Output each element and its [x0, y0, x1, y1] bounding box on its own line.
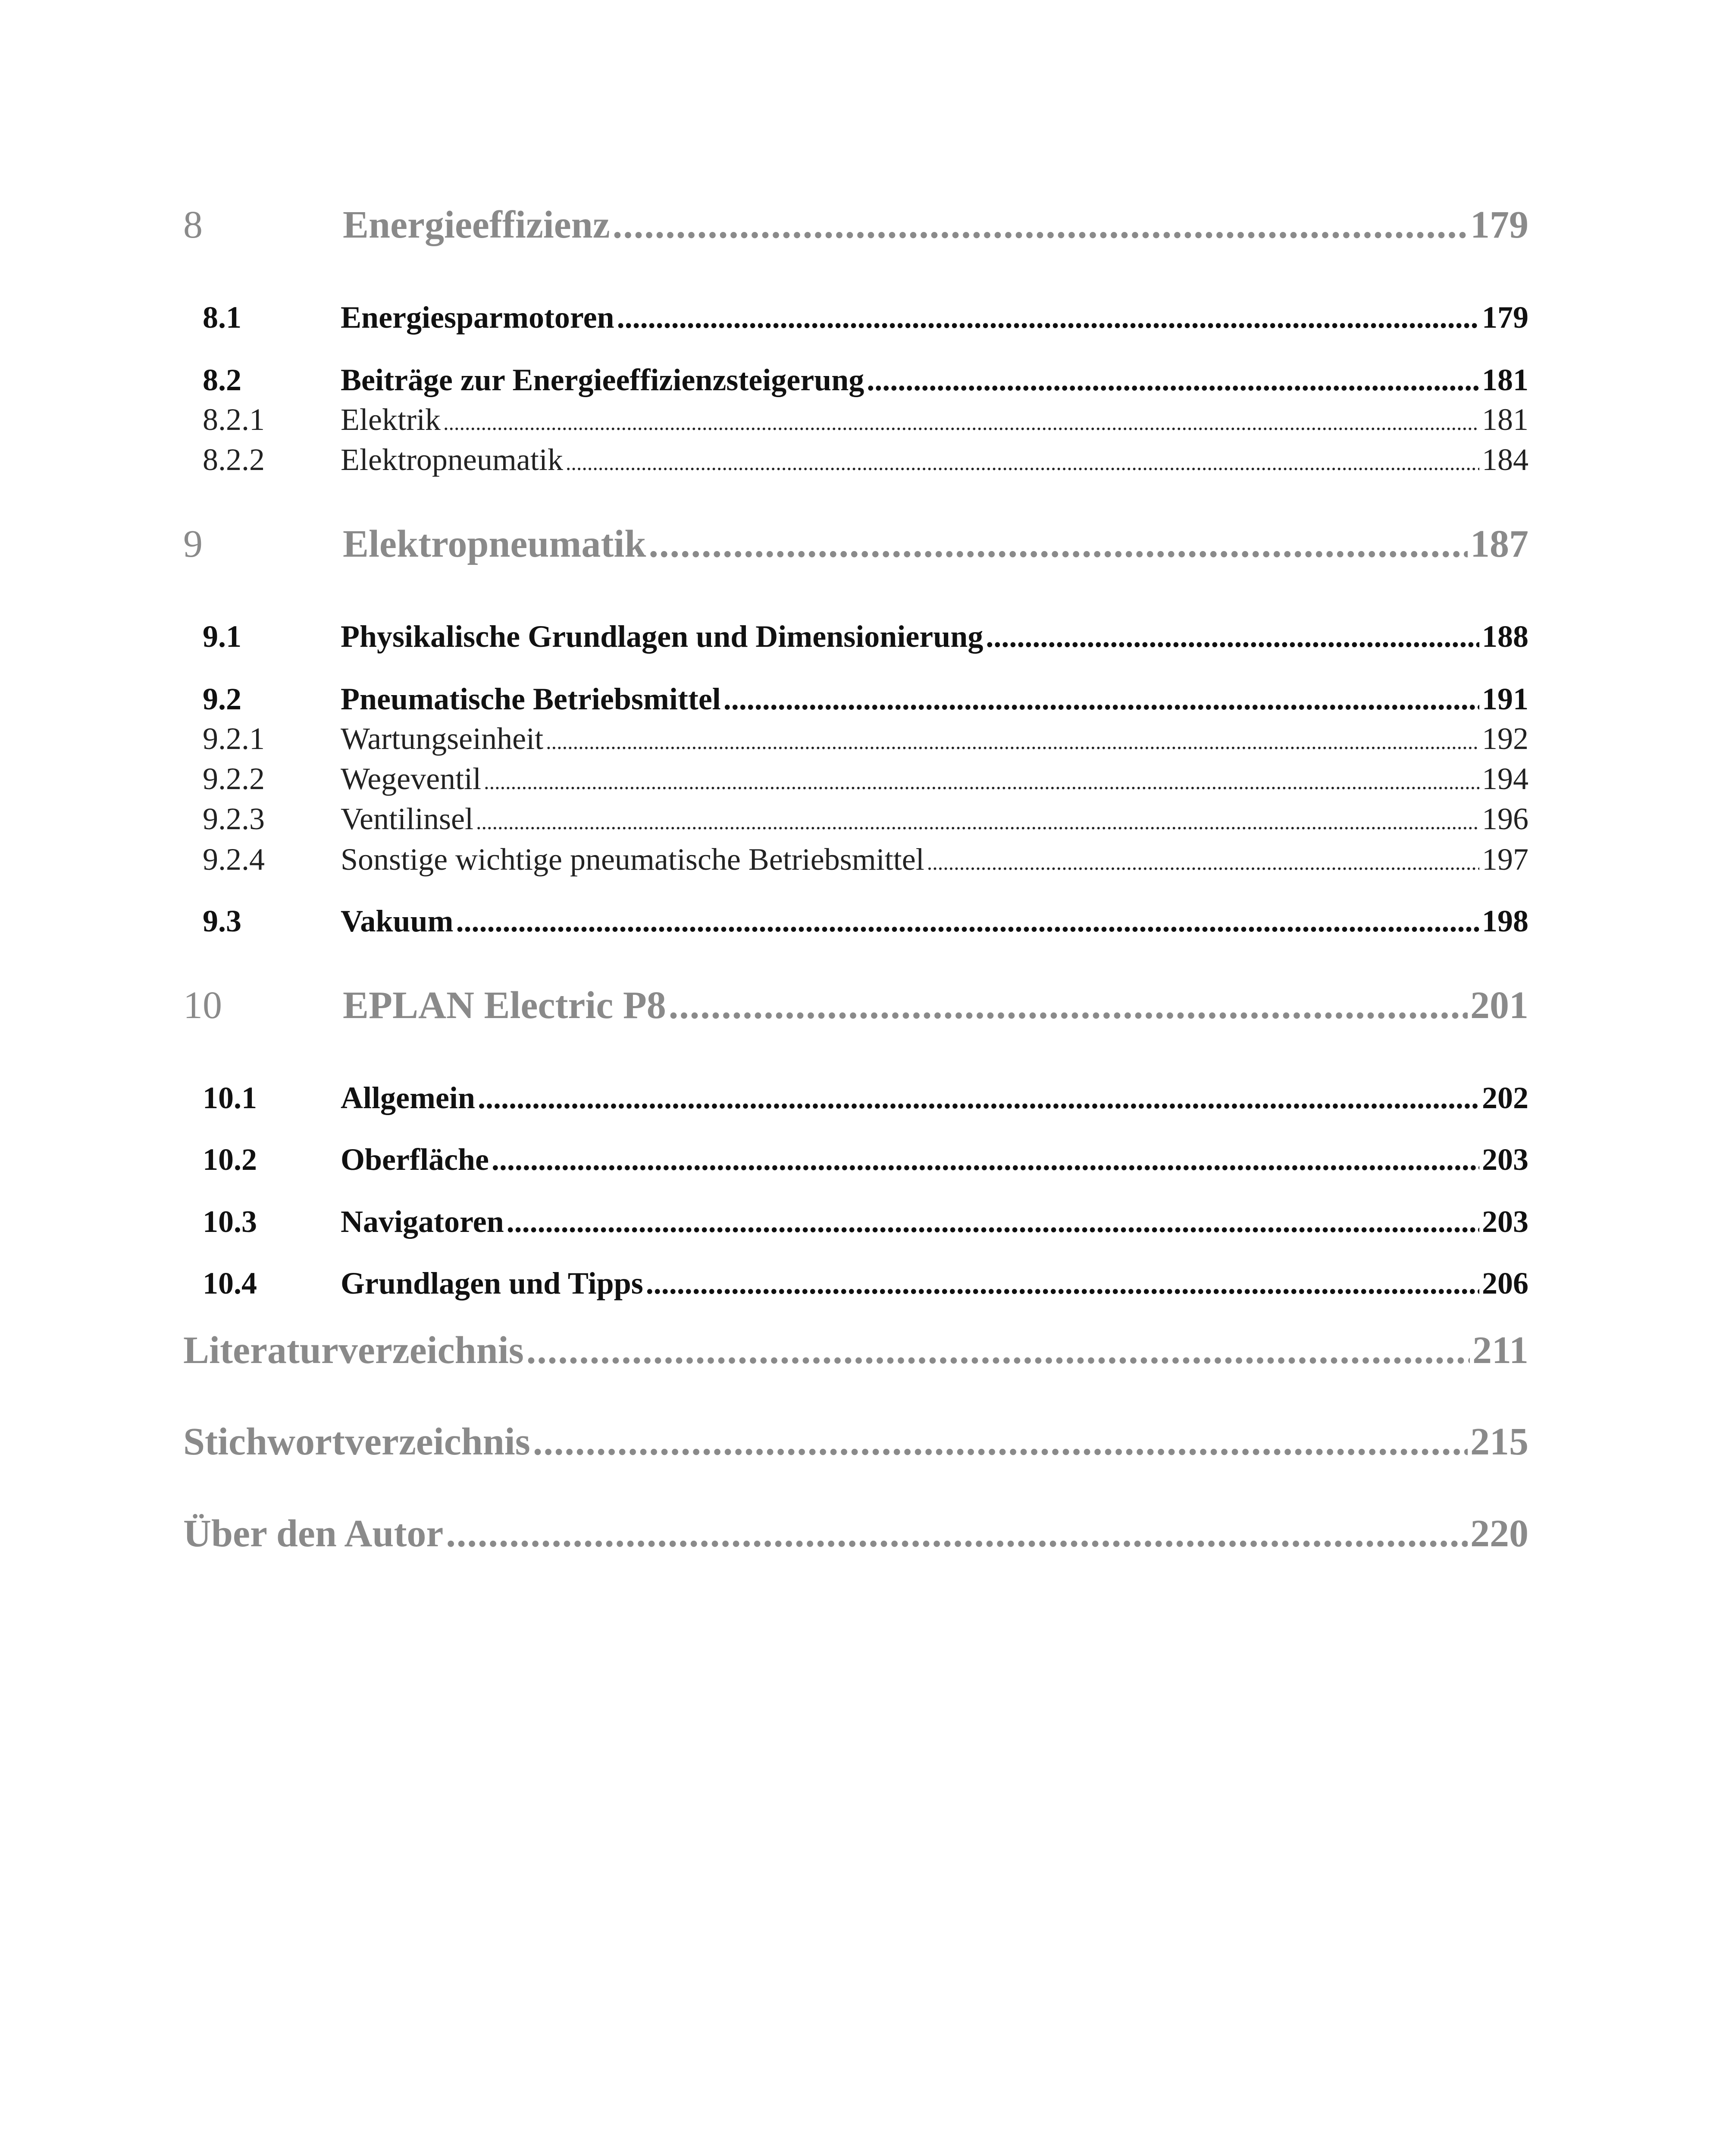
toc-page-number: 202 [1482, 1081, 1528, 1115]
toc-number: 9.2.1 [203, 721, 265, 756]
toc-page-number: 203 [1482, 1142, 1528, 1177]
toc-title: Energiesparmotoren [341, 300, 614, 335]
toc-title: Sonstige wichtige pneumatische Betriebsmittel [341, 842, 924, 877]
toc-number: 9.1 [203, 619, 241, 654]
toc-page-number: 198 [1482, 904, 1528, 938]
dot-leader [927, 850, 1479, 875]
toc-title: Elektrik [341, 402, 441, 437]
toc-section-8-1[interactable] [183, 300, 1528, 335]
toc-title: Wegeventil [341, 761, 482, 796]
toc-title: Ventilinsel [341, 802, 473, 836]
toc-number: 8.2 [203, 363, 241, 397]
dot-leader [723, 681, 1479, 717]
toc-page-number: 220 [1470, 1512, 1528, 1555]
dot-leader [484, 769, 1479, 794]
toc-section-10-3[interactable] [183, 1204, 1528, 1240]
toc-page-number: 211 [1472, 1329, 1528, 1372]
toc-page-number: 215 [1470, 1420, 1528, 1463]
toc-subsection-9-2-3[interactable] [183, 801, 1528, 837]
dot-leader [478, 1080, 1479, 1116]
toc-number: 9.2 [203, 682, 241, 716]
dot-leader [507, 1204, 1479, 1240]
dot-leader [669, 983, 1468, 1028]
dot-leader [867, 362, 1479, 398]
toc-stichwortverzeichnis[interactable] [183, 1420, 1528, 1464]
toc-title: EPLAN Electric P8 [343, 984, 666, 1027]
toc-title: Pneumatische Betriebsmittel [341, 682, 721, 716]
toc-page-number: 181 [1482, 363, 1528, 397]
table-of-contents [183, 0, 1528, 2156]
toc-title: Stichwortverzeichnis [183, 1420, 530, 1463]
toc-title: Allgemein [341, 1081, 475, 1115]
dot-leader [986, 619, 1479, 655]
toc-number: 10 [183, 984, 222, 1027]
dot-leader [566, 450, 1479, 475]
dot-leader [443, 410, 1479, 435]
dot-leader [617, 300, 1479, 335]
toc-subsection-9-2-4[interactable] [183, 842, 1528, 877]
dot-leader [446, 1511, 1468, 1556]
toc-chapter-8[interactable] [183, 203, 1528, 247]
dot-leader [526, 1328, 1470, 1373]
toc-title: Physikalische Grundlagen und Dimensionierung [341, 619, 983, 654]
toc-page-number: 206 [1482, 1266, 1528, 1300]
dot-leader [546, 729, 1479, 754]
toc-section-8-2[interactable] [183, 362, 1528, 398]
dot-leader [456, 903, 1480, 939]
toc-title: Elektropneumatik [341, 442, 563, 477]
toc-chapter-10[interactable] [183, 983, 1528, 1028]
toc-page-number: 179 [1470, 204, 1528, 246]
toc-section-9-1[interactable] [183, 619, 1528, 655]
dot-leader [646, 1266, 1479, 1301]
toc-subsection-8-2-2[interactable] [183, 442, 1528, 478]
toc-page-number: 196 [1482, 802, 1528, 836]
toc-number: 10.4 [203, 1266, 257, 1300]
dot-leader [476, 809, 1479, 834]
toc-title: Energieeffizienz [343, 204, 610, 246]
toc-page-number: 194 [1482, 761, 1528, 796]
toc-literaturverzeichnis[interactable] [183, 1328, 1528, 1373]
toc-page-number: 187 [1470, 523, 1528, 565]
dot-leader [492, 1142, 1479, 1178]
toc-subsection-8-2-1[interactable] [183, 402, 1528, 438]
dot-leader [613, 203, 1468, 247]
toc-title: Navigatoren [341, 1204, 504, 1239]
toc-title: Über den Autor [183, 1512, 444, 1555]
toc-page-number: 203 [1482, 1204, 1528, 1239]
toc-page-number: 192 [1482, 721, 1528, 756]
toc-subsection-9-2-2[interactable] [183, 761, 1528, 797]
toc-ueber-den-autor[interactable] [183, 1511, 1528, 1556]
toc-title: Oberfläche [341, 1142, 489, 1177]
toc-page-number: 191 [1482, 682, 1528, 716]
toc-number: 9.3 [203, 904, 241, 938]
toc-chapter-9[interactable] [183, 522, 1528, 566]
toc-number: 10.2 [203, 1142, 257, 1177]
toc-title: Literaturverzeichnis [183, 1329, 524, 1372]
toc-page-number: 197 [1482, 842, 1528, 877]
toc-number: 9.2.4 [203, 842, 265, 877]
toc-subsection-9-2-1[interactable] [183, 721, 1528, 757]
toc-number: 10.1 [203, 1081, 257, 1115]
toc-page-number: 179 [1482, 300, 1528, 335]
toc-section-10-4[interactable] [183, 1266, 1528, 1301]
toc-page-number: 201 [1470, 984, 1528, 1027]
toc-title: Wartungseinheit [341, 721, 544, 756]
toc-title: Beiträge zur Energieeffizienzsteigerung [341, 363, 864, 397]
toc-number: 8.1 [203, 300, 241, 335]
toc-section-9-2[interactable] [183, 681, 1528, 717]
toc-title: Grundlagen und Tipps [341, 1266, 643, 1300]
toc-number: 8.2.2 [203, 442, 265, 477]
toc-page-number: 181 [1482, 402, 1528, 437]
dot-leader [533, 1420, 1468, 1464]
toc-number: 10.3 [203, 1204, 257, 1239]
toc-page-number: 184 [1482, 442, 1528, 477]
toc-title: Vakuum [341, 904, 454, 938]
toc-number: 8.2.1 [203, 402, 265, 437]
toc-title: Elektropneumatik [343, 523, 646, 565]
toc-number: 9.2.2 [203, 761, 265, 796]
toc-section-9-3[interactable] [183, 903, 1528, 939]
toc-number: 9 [183, 523, 203, 565]
dot-leader [648, 522, 1468, 566]
toc-page-number: 188 [1482, 619, 1528, 654]
toc-section-10-1[interactable] [183, 1080, 1528, 1116]
toc-number: 9.2.3 [203, 802, 265, 836]
toc-number: 8 [183, 204, 203, 246]
toc-section-10-2[interactable] [183, 1142, 1528, 1178]
